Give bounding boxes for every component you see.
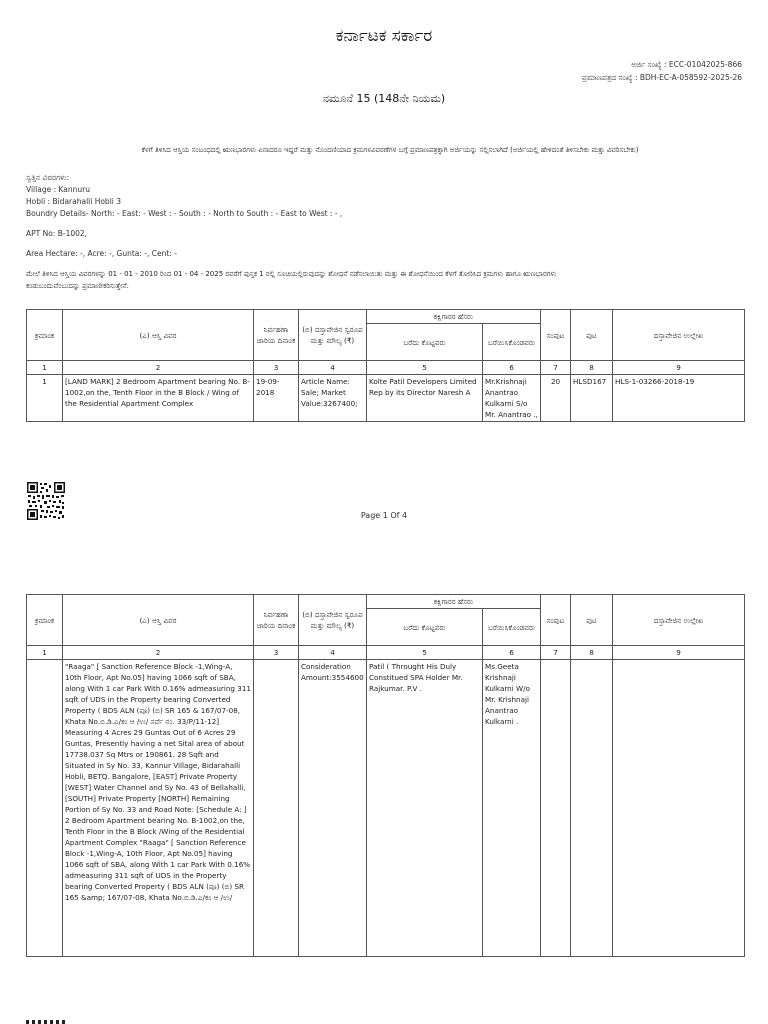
property-heading: ಸ್ವತ್ತಿನ ವಿವರಗಳು: bbox=[26, 173, 70, 182]
column-number: 8 bbox=[571, 361, 613, 375]
col-header-volume: ಸಂಪುಟ bbox=[541, 595, 571, 646]
column-number: 9 bbox=[613, 646, 745, 660]
column-number: 9 bbox=[613, 361, 745, 375]
cell-property: "Raaga" [ Sanction Reference Block -1,Wing-A, 10th Floor, Apt No.05] having 1066 sqft of SBA, along With 1 car Park With 0.16% admeasuring 311 sqft of UDS in the Property bearing Converted Property ( BDS ALN (ಪೂ) (ಬಿ) SR 165 & 167/07-08, Khata No.ಬಿ.ಡಿ.ಎ/ಕಂ ಆ /ಉ/ ಸರ್ವೆ ನಂ. 33/P/11-12] Measuring 4 Acres 29 Guntas Out of 6 Acres 29 Guntas, Presently having a net Sital area of about 17738.037 Sq Mtrs or 190861. 28 Sqft and Situated in Sy No. 33, Kannur Village, Bidarahalli Hobli, BETQ. Bangalore, [EAST] Private Property [WEST] Water Channel and Sy No. 43 of Bellahalli, [SOUTH] Private Property [NORTH] Remaining Portion of Sy No. 33 and Road Note: [Schedule A: ] 2 Bedroom Apartment bearing No. B-1002,on the, Tenth Floor in the B Block /Wing of the Residential Apartment Complex "Raaga" [ Sanction Reference Block -1,Wing-A, 10th Floor, Apt No.05] having 1066 sqft of SBA, along With 1 car Park With 0.16% admeasuring 311 sqft of UDS in the Property bearing Converted Property ( BDS ALN (ಪೂ) (ಬಿ) SR 165 &amp; 167/07-08, Khata No.ಬಿ.ಡಿ.ಎ/ಕಂ ಆ /ಉ/ bbox=[63, 660, 254, 957]
column-number: 2 bbox=[63, 361, 254, 375]
column-number: 5 bbox=[367, 361, 483, 375]
col-header-claimant: ಬರೆಯಿಸಿಕೊಂಡವರು bbox=[483, 609, 541, 646]
col-header-volume: ಸಂಪುಟ bbox=[541, 310, 571, 361]
col-header-claimant: ಬರೆಯಿಸಿಕೊಂಡವರು bbox=[483, 324, 541, 361]
col-header-execution-date: ನಿರ್ವಹಣಾ ಜಾರಿಯ ದಿನಾಂಕ bbox=[254, 595, 299, 646]
col-header-executant: ಬರೆದು ಕೊಟ್ಟವರು bbox=[367, 609, 483, 646]
column-number: 6 bbox=[483, 646, 541, 660]
col-header-property: (ಎ) ಆಸ್ತಿ ವಿವರ bbox=[63, 310, 254, 361]
property-details bbox=[26, 172, 746, 260]
column-number: 1 bbox=[27, 361, 63, 375]
certification-line-2: ಕಂಡುಬಂದುವೆಂಬುದನ್ನು ಪ್ರಮಾಣೀಕರಿಸುತ್ತೇನೆ. bbox=[26, 282, 129, 290]
cell-execution-date bbox=[254, 660, 299, 957]
encumbrance-table-page-2 bbox=[26, 594, 745, 957]
cell-execution-date: 19-09-2018 bbox=[254, 375, 299, 422]
cell-sl-no: 1 bbox=[27, 375, 63, 422]
spacer bbox=[26, 220, 746, 228]
cell-sl-no bbox=[27, 660, 63, 957]
spacer bbox=[26, 240, 746, 248]
col-header-parties: ಕಕ್ಷಿಗಾರರ ಹೆಸರು bbox=[367, 310, 541, 324]
table-row bbox=[27, 375, 745, 422]
col-header-sl-no: ಕ್ರಮಾಂಕ bbox=[27, 310, 63, 361]
certification-text bbox=[26, 268, 746, 292]
cell-claimant: Mr.Krishnaji Anantrao Kulkarni S/o Mr. Anantrao ., bbox=[483, 375, 541, 422]
cell-doc-reference: HLS-1-03266-2018-19 bbox=[613, 375, 745, 422]
col-header-document-nature: (ಬಿ) ದಸ್ತಾವೇಜಿನ ಸ್ವರೂಪ ಮತ್ತು ಮೌಲ್ಯ (₹) bbox=[299, 595, 367, 646]
intro-text: ಕೆಳಗೆ ತಿಳಿಸಿದ ಆಸ್ತಿಯ ಸಂಬಂಧದಲ್ಲಿ ಋಣಭಾರಗಳು ಏನಾದರೂ ಇದ್ದರೆ ಮತ್ತು ನೊಂದಣಿಯಾದ ಕ್ರಮಗಳವಿವರಣೆಗಳ ಬಗ್ಗೆ ಪ್ರಮಾಣಪತ್ರಕ್ಕಾಗಿ ಅರ್ಜಿಯನ್ನು ಸಲ್ಲಿಸಲಾಗಿದೆ (ಅರ್ಜಿಯಲ್ಲಿ ಹೇಳಿದಂತೆ ತಿಳಿಸಬೇಕು ಮತ್ತು ವಿವರಿಸಬೇಕು) bbox=[141, 146, 639, 154]
column-number: 7 bbox=[541, 361, 571, 375]
apartment-number: APT No: B-1002, bbox=[26, 229, 88, 238]
col-header-parties: ಕಕ್ಷಿಗಾರರ ಹೆಸರು bbox=[367, 595, 541, 609]
column-number: 4 bbox=[299, 646, 367, 660]
column-number-row bbox=[27, 361, 745, 375]
cell-executant: Kolte Patil Developers Limited Rep by its Director Naresh A bbox=[367, 375, 483, 422]
reference-numbers bbox=[582, 58, 742, 84]
area-line: Area Hectare: -, Acre: -, Gunta: -, Cent: - bbox=[26, 249, 177, 258]
column-number: 3 bbox=[254, 361, 299, 375]
cell-document-nature: Article Name: Sale; Market Value:3267400; bbox=[299, 375, 367, 422]
col-header-doc-reference: ದಸ್ತಾವೇಜಿನ ಉಲ್ಲೇಖ bbox=[613, 310, 745, 361]
next-page-qr-edge bbox=[26, 1020, 66, 1024]
form-title: ನಮೂನೆ 15 (148ನೇ ನಿಯಮ) bbox=[322, 92, 446, 105]
column-number-row bbox=[27, 646, 745, 660]
column-number: 4 bbox=[299, 361, 367, 375]
cell-page: HLSD167 bbox=[571, 375, 613, 422]
cell-executant: Patil ( Throught His Duly Constitued SPA Holder Mr. Rajkumar. P.V . bbox=[367, 660, 483, 957]
page-number: Page 1 Of 4 bbox=[360, 511, 408, 520]
cell-property: [LAND MARK] 2 Bedroom Apartment bearing No. B-1002,on the, Tenth Floor in the B Block / Wing of the Residential Apartment Complex bbox=[63, 375, 254, 422]
col-header-property: (ಎ) ಆಸ್ತಿ ವಿವರ bbox=[63, 595, 254, 646]
table-row bbox=[27, 660, 745, 957]
cell-document-nature: Consideration Amount:3554600 bbox=[299, 660, 367, 957]
village-line: Village : Kannuru bbox=[26, 185, 90, 194]
application-number: ಅರ್ಜಿ ಸಂಖ್ಯೆ : ECC-01042025-866 bbox=[631, 60, 742, 69]
col-header-page: ಪುಟ bbox=[571, 595, 613, 646]
col-header-doc-reference: ದಸ್ತಾವೇಜಿನ ಉಲ್ಲೇಖ bbox=[613, 595, 745, 646]
column-number: 5 bbox=[367, 646, 483, 660]
boundary-line: Boundry Details- North: - East: - West : - South : - North to South : - East to West : - , bbox=[26, 209, 343, 218]
cell-page bbox=[571, 660, 613, 957]
encumbrance-table-page-1 bbox=[26, 309, 745, 422]
column-number: 1 bbox=[27, 646, 63, 660]
col-header-sl-no: ಕ್ರಮಾಂಕ bbox=[27, 595, 63, 646]
cell-volume bbox=[541, 660, 571, 957]
hobli-line: Hobli : Bidarahalli Hobli 3 bbox=[26, 197, 122, 206]
certificate-number: ಪ್ರಮಾಣಪತ್ರದ ಸಂಖ್ಯೆ : BDH-EC-A-058592-2025-26 bbox=[581, 73, 742, 82]
col-header-page: ಪುಟ bbox=[571, 310, 613, 361]
col-header-execution-date: ನಿರ್ವಹಣಾ ಜಾರಿಯ ದಿನಾಂಕ bbox=[254, 310, 299, 361]
column-number: 7 bbox=[541, 646, 571, 660]
column-number: 6 bbox=[483, 361, 541, 375]
column-number: 8 bbox=[571, 646, 613, 660]
cell-claimant: Ms.Geeta Krishnaji Kulkarni W/o Mr. Krishnaji Anantrao Kulkarni . bbox=[483, 660, 541, 957]
cell-doc-reference bbox=[613, 660, 745, 957]
column-number: 3 bbox=[254, 646, 299, 660]
document-title: ಕರ್ನಾಟಕ ಸರ್ಕಾರ bbox=[335, 26, 433, 46]
cell-volume: 20 bbox=[541, 375, 571, 422]
column-number: 2 bbox=[63, 646, 254, 660]
certification-line-1: ಮೇಲೆ ತಿಳಿಸಿದ ಆಸ್ತಿಯ ವಿವರಗಳನ್ನು 01 - 01 - 2010 ರಿಂದ 01 - 04 - 2025 ರವರೆಗೆ ಪುಸ್ತಕ 1 ರಲ್ಲಿ ಸೂಚಿಯಲ್ಲಿರುವುದನ್ನು ಶೋಧನೆ ನಡೆಸಲಾಯಿತು ಮತ್ತು ಈ ಶೋಧನೆಯಿಂದ ಕೆಳಗೆ ತೋರಿಸಿದ ಕ್ರಮಗಳು ಹಾಗೂ ಋಣಭಾರಗಳು bbox=[26, 270, 557, 278]
col-header-executant: ಬರೆದು ಕೊಟ್ಟವರು bbox=[367, 324, 483, 361]
col-header-document-nature: (ಬಿ) ದಸ್ತಾವೇಜಿನ ಸ್ವರೂಪ ಮತ್ತು ಮೌಲ್ಯ (₹) bbox=[299, 310, 367, 361]
